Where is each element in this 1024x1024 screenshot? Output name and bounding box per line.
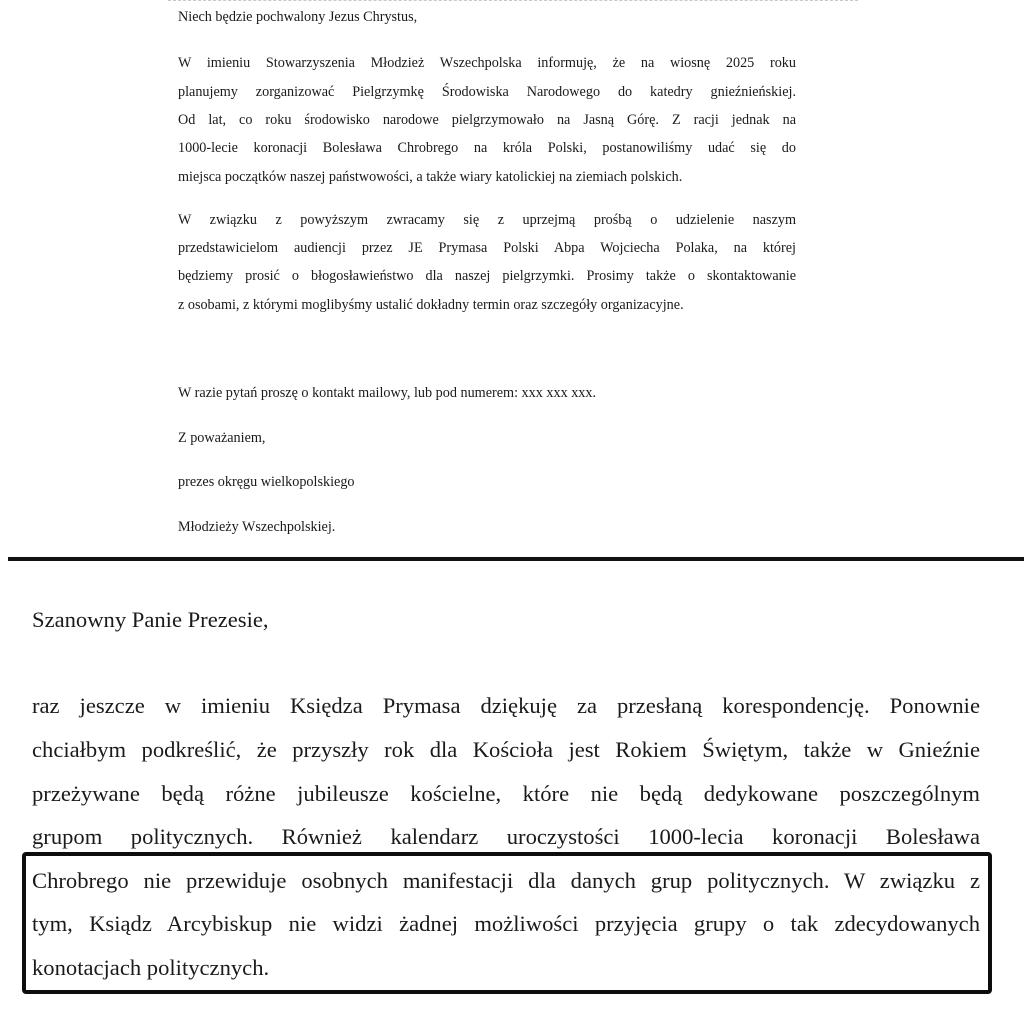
paragraph-1-line: Od lat, co roku środowisko narodowe pielgrzymowało na Jasną Górę. Z racji jednak na	[178, 112, 796, 128]
highlighted-line: Chrobrego nie przewiduje osobnych manifestacji dla danych grup politycznych. W związku z	[32, 868, 980, 893]
paragraph-1-line: 1000-lecie koronacji Bolesława Chrobrego na króla Polski, postanowiliśmy udać się do	[178, 140, 796, 156]
highlighted-line: tym, Ksiądz Arcybiskup nie widzi żadnej możliwości przyjęcia grupy o tak zdecydowanych	[32, 911, 980, 936]
paragraph-2-line: W związku z powyższym zwracamy się z uprzejmą prośbą o udzielenie naszym	[178, 212, 796, 228]
highlight-box	[22, 852, 992, 994]
reply-line: chciałbym podkreślić, że przyszły rok dla Kościoła jest Rokiem Świętym, także w Gnieźnie	[32, 737, 980, 762]
reply-line: przeżywane będą różne jubileusze kościelne, które nie będą dedykowane poszczególnym	[32, 781, 980, 806]
contact-line: W razie pytań proszę o kontakt mailowy, lub pod numerem: xxx xxx xxx.	[178, 385, 597, 401]
signature-title: prezes okręgu wielkopolskiego	[178, 474, 355, 490]
paragraph-1-line: planujemy zorganizować Pielgrzymkę Środowiska Narodowego do katedry gnieźnieńskiej.	[178, 84, 796, 100]
signature-organization: Młodzieży Wszechpolskiej.	[178, 519, 336, 535]
paragraph-1-line: miejsca początków naszej państwowości, a także wiary katolickiej na ziemiach polskich.	[178, 169, 683, 185]
paragraph-2-line: przedstawicielom audiencji przez JE Prymasa Polski Abpa Wojciecha Polaka, na której	[178, 240, 796, 256]
paragraph-2-line: będziemy prosić o błogosławieństwo dla naszej pielgrzymki. Prosimy także o skontaktowanie	[178, 268, 796, 284]
highlighted-line: konotacjach politycznych.	[32, 955, 270, 980]
reply-line: raz jeszcze w imieniu Księdza Prymasa dziękuję za przesłaną korespondencję. Ponownie	[32, 693, 980, 718]
section-divider	[8, 557, 1024, 561]
reply-line: grupom politycznych. Również kalendarz uroczystości 1000-lecia koronacji Bolesława	[32, 824, 980, 849]
letter-greeting: Niech będzie pochwalony Jezus Chrystus,	[178, 9, 418, 25]
paragraph-1-line: W imieniu Stowarzyszenia Młodzież Wszechpolska informuję, że na wiosnę 2025 roku	[178, 55, 796, 71]
reply-salutation: Szanowny Panie Prezesie,	[32, 607, 269, 632]
paragraph-2-line: z osobami, z którymi moglibyśmy ustalić dokładny termin oraz szczegóły organizacyjne.	[178, 297, 684, 313]
closing-line: Z poważaniem,	[178, 430, 266, 446]
